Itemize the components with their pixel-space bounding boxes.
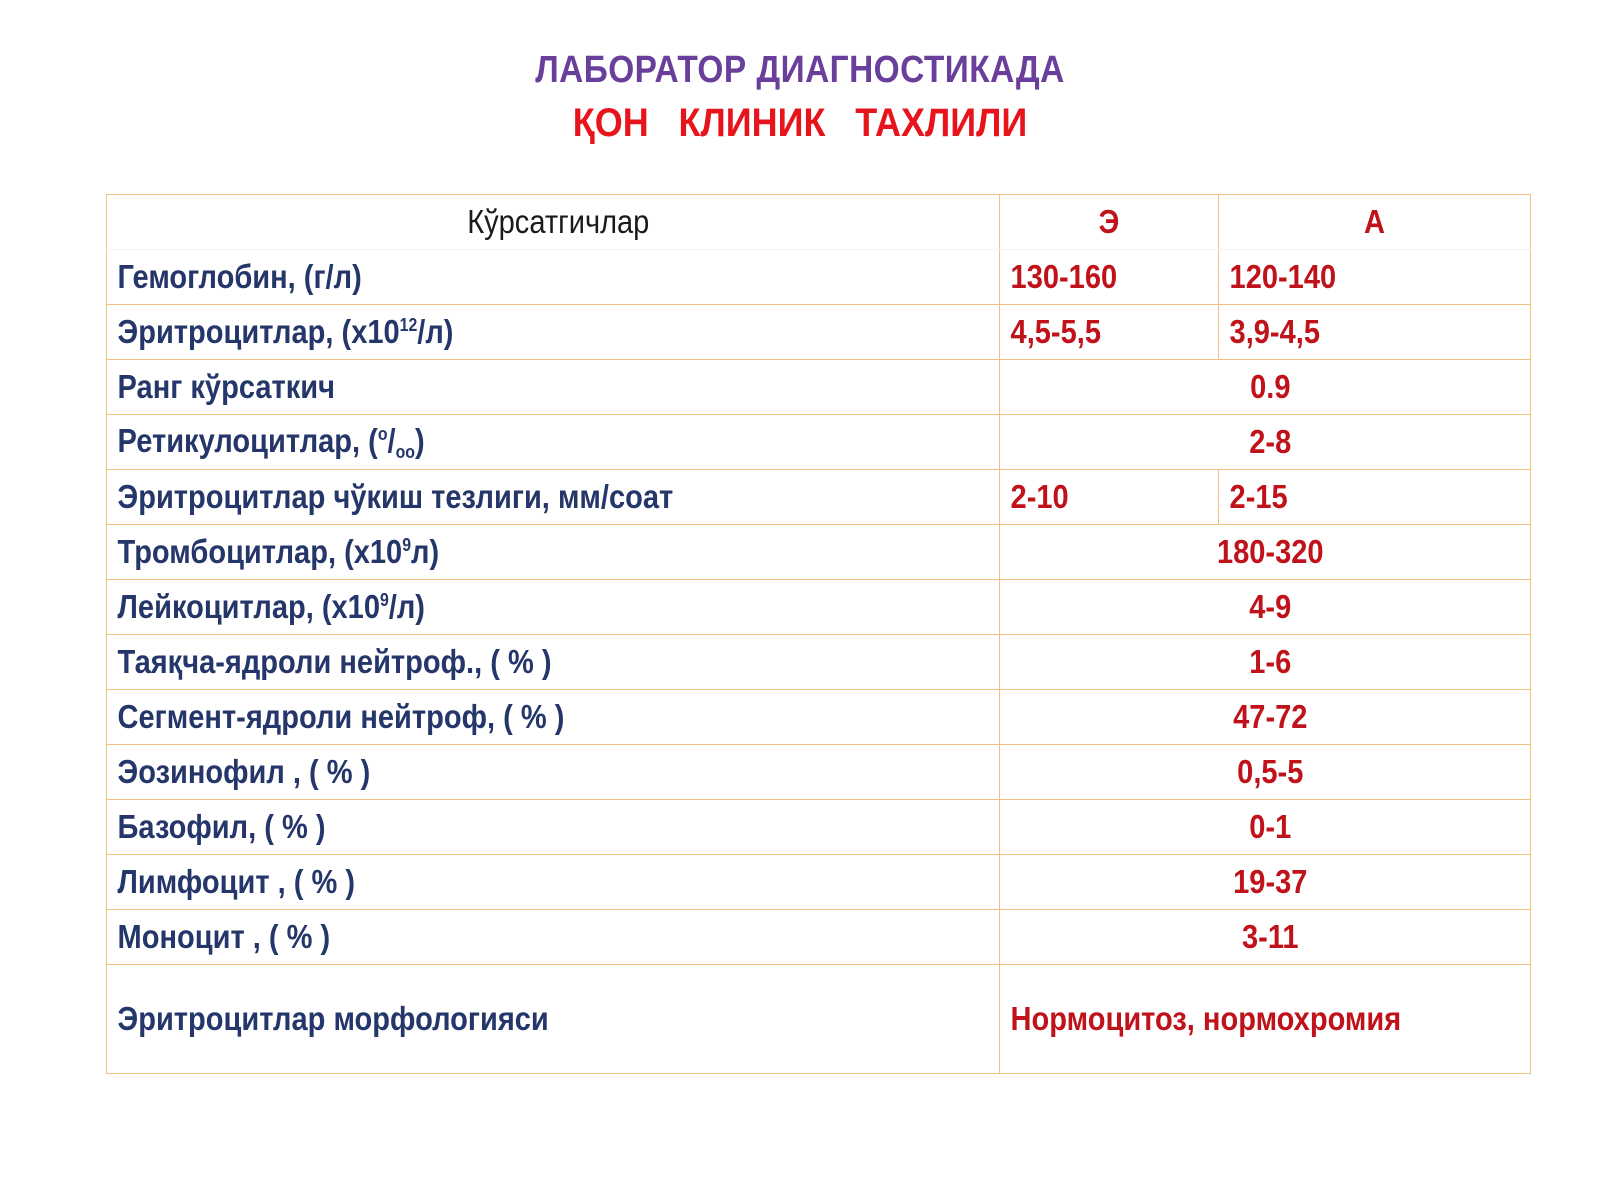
row-label: Тромбоцитлар, $(х10^9л)$	[107, 525, 1000, 580]
header-indicators: Кўрсатгичлар	[107, 195, 1000, 250]
common-value: 0.9	[1000, 360, 1531, 415]
table-row	[107, 250, 1531, 305]
header-female: А	[1219, 195, 1531, 250]
row-label: Моноцит , ( % )	[107, 910, 1000, 965]
header-male: Э	[1000, 195, 1219, 250]
row-label: Эритроцитлар чўкиш тезлиги, мм/соат	[107, 470, 1000, 525]
table-row	[107, 690, 1531, 745]
common-value: 19-37	[1000, 855, 1531, 910]
row-label: Ретикулоцитлар, $(^о/_{оо})$	[107, 415, 1000, 470]
female-value: 3,9-4,5	[1219, 305, 1531, 360]
common-value: 4-9	[1000, 580, 1531, 635]
row-label: Таяқча-ядроли нейтроф., ( % )	[107, 635, 1000, 690]
table-row	[107, 360, 1531, 415]
common-value: 0,5-5	[1000, 745, 1531, 800]
female-value: 120-140	[1219, 250, 1531, 305]
row-label: Сегмент-ядроли нейтроф, ( % )	[107, 690, 1000, 745]
common-value: 47-72	[1000, 690, 1531, 745]
table-row	[107, 415, 1531, 470]
row-label: Эритроцитлар морфологияси	[107, 965, 1000, 1074]
common-value: 0-1	[1000, 800, 1531, 855]
blood-analysis-table	[106, 194, 1531, 1074]
common-value: 1-6	[1000, 635, 1531, 690]
male-value: 4,5-5,5	[1000, 305, 1219, 360]
table-header-row	[107, 195, 1531, 250]
title-line-2: ҚОН КЛИНИК ТАХЛИЛИ	[572, 101, 1028, 145]
title-line-1: ЛАБОРАТОР ДИАГНОСТИКАДА	[535, 49, 1065, 91]
common-value: 180-320	[1000, 525, 1531, 580]
table-row	[107, 470, 1531, 525]
male-value: 130-160	[1000, 250, 1219, 305]
table-row	[107, 525, 1531, 580]
slide-title	[0, 44, 1600, 150]
row-label: Лимфоцит , ( % )	[107, 855, 1000, 910]
row-label: Базофил, ( % )	[107, 800, 1000, 855]
male-value: 2-10	[1000, 470, 1219, 525]
female-value: 2-15	[1219, 470, 1531, 525]
table-row	[107, 855, 1531, 910]
row-label: Лейкоцитлар, $(х10^9/л)$	[107, 580, 1000, 635]
table-row	[107, 910, 1531, 965]
common-value: Нормоцитоз, нормохромия	[1000, 965, 1531, 1074]
table-row	[107, 965, 1531, 1074]
table-row	[107, 635, 1531, 690]
row-label: Эозинофил , ( % )	[107, 745, 1000, 800]
common-value: 2-8	[1000, 415, 1531, 470]
table-row	[107, 305, 1531, 360]
table-row	[107, 800, 1531, 855]
row-label: Эритроцитлар, $(х10^{12}/л)$	[107, 305, 1000, 360]
common-value: 3-11	[1000, 910, 1531, 965]
row-label: Ранг кўрсаткич	[107, 360, 1000, 415]
row-label: Гемоглобин, (г/л)	[107, 250, 1000, 305]
table-row	[107, 580, 1531, 635]
table-row	[107, 745, 1531, 800]
